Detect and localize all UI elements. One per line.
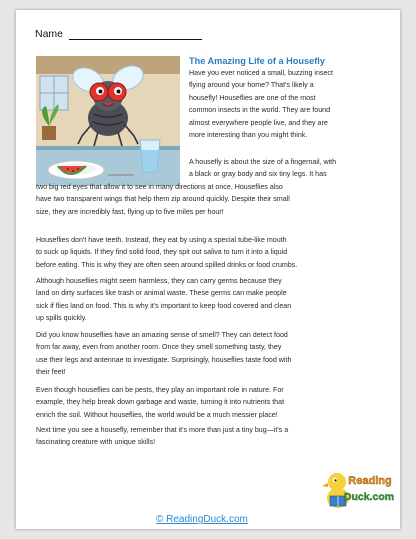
paragraph-2-top (189, 156, 380, 181)
text-line: more interesting than you might think. (189, 131, 308, 140)
name-blank-line[interactable] (69, 30, 202, 40)
worksheet-page (16, 10, 400, 529)
text-line: before eating. This is why they are often seen around spilled drinks or food crumbs. (36, 260, 298, 269)
duck-head-icon (328, 473, 346, 491)
paragraph-3 (36, 234, 380, 271)
text-line: have two transparent wings that help them zip around quickly. Despite their small (36, 195, 290, 204)
text-line: fascinating creature with unique skills! (36, 438, 156, 447)
paragraph-5 (36, 329, 380, 379)
article-title: The Amazing Life of a Housefly (189, 56, 325, 66)
text-line: a black or gray body and six tiny legs. It has (189, 170, 327, 179)
text-line: up spills quickly. (36, 314, 87, 323)
paragraph-2-bottom (36, 181, 380, 218)
text-line: Next time you see a housefly, remember that it's more than just a tiny bug—it's a (36, 426, 289, 434)
text-line: land on dirty surfaces like trash or animal waste. These germs can make people (36, 289, 287, 298)
logo-text-reading: Reading (348, 475, 392, 487)
flower-pot (42, 126, 56, 140)
logo-text-duck: Duck.com (343, 491, 395, 503)
readingduck-link[interactable]: © ReadingDuck.com (156, 514, 248, 525)
paragraph-6 (36, 384, 380, 421)
text-line: Houseflies don't have teeth. Instead, they eat by using a special tube-like mouth (36, 236, 287, 244)
text-line: their feet! (36, 368, 66, 377)
text-line: common insects in the world. They are found (189, 106, 331, 115)
text-line: two big red eyes that allow it to see in many directions at once. Houseflies also (36, 182, 283, 191)
text-line: Did you know houseflies have an amazing sense of smell? They can detect food (36, 331, 288, 339)
reading-duck-logo (322, 462, 396, 520)
text-line: size, they are incredibly fast, flying up to five miles per hour! (36, 207, 224, 216)
text-line: Although houseflies might seem harmless, they can carry germs because they (36, 277, 282, 285)
text-line: example, they help break down garbage and waste, turning it into nutrients that (36, 398, 285, 407)
text-line: enrich the soil. Without houseflies, the world would be a much messier place! (36, 410, 278, 419)
name-field-row (35, 28, 202, 40)
text-line: housefly! Houseflies are one of the most (189, 93, 316, 102)
housefly-illustration (36, 56, 180, 186)
text-line: from far away, even from another room. Once they smell something tasty, they (36, 343, 282, 352)
paragraph-1 (189, 67, 380, 141)
text-line: A housefly is about the size of a fingernail, with (189, 158, 337, 166)
paragraph-7 (36, 424, 380, 449)
name-label: Name (35, 28, 64, 40)
cabinet (36, 56, 180, 74)
text-line: to suck up liquids. If they find solid food, they spit out saliva to turn it into a liquid (36, 248, 288, 257)
text-line: use their legs and antennae to investigate. Surprisingly, houseflies taste food with (36, 355, 292, 364)
fork (108, 174, 134, 176)
text-line: Have you ever noticed a small, buzzing insect (189, 69, 333, 77)
paragraph-4 (36, 275, 380, 325)
text-line: flying around your home? That's likely a (189, 81, 314, 90)
text-line: Even though houseflies can be pests, they play an important role in nature. For (36, 386, 284, 394)
text-line: almost everywhere people live, and they are (189, 118, 328, 127)
text-line: sick if flies land on food. This is why it's important to keep food covered and clean (36, 301, 292, 310)
